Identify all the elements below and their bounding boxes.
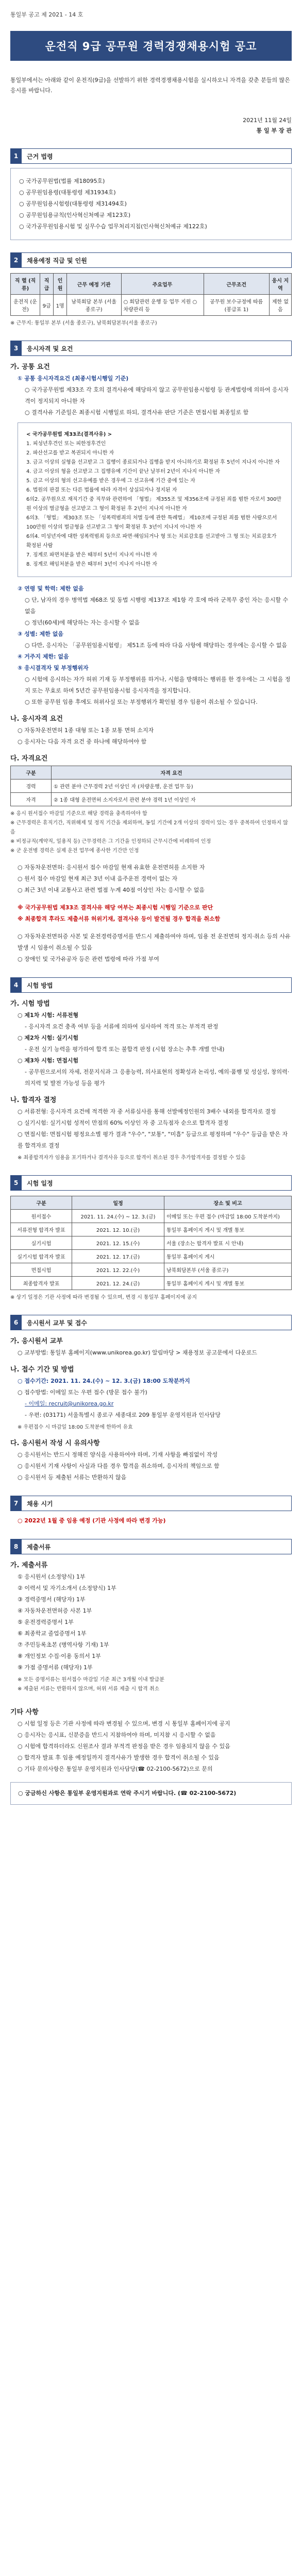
box-line: 1. 피성년후견인 또는 피한정후견인 bbox=[26, 441, 106, 447]
table-cell: 2021. 11. 24.(수) ~ 12. 3.(금) bbox=[72, 1210, 164, 1223]
title-banner bbox=[10, 31, 292, 61]
section-header bbox=[10, 341, 292, 356]
table-cell: 2021. 12. 24.(금) bbox=[72, 1277, 164, 1290]
table-row bbox=[11, 1250, 292, 1263]
section-title: 제출서류 bbox=[22, 1539, 292, 1554]
qual-subheading: ⑤ 응시결격자 및 부정행위자 bbox=[18, 665, 89, 671]
section-recruit bbox=[10, 252, 292, 328]
etc-line: ○ 응시자는 응시표, 신분증을 반드시 지참하여야 하며, 미지참 시 응시할 수 없음 bbox=[18, 1732, 216, 1738]
law-item: ○ 국가공무원임용시험 및 실무수습 업무처리지침(인사혁신처예규 제122호) bbox=[19, 223, 207, 230]
table-row bbox=[11, 1210, 292, 1223]
table-row bbox=[11, 1236, 292, 1250]
section-laws bbox=[10, 148, 292, 240]
table-cell: ○ 회담관련 운행 등 업무 지원 ○ 차량관리 등 bbox=[121, 295, 204, 316]
section-header bbox=[10, 148, 292, 164]
box-line: 6의4. 미성년자에 대한 성폭력범죄 등으로 파면·해임되거나 형 또는 치료감호를 선고받아 그 형 또는 치료감호가 확정된 사람 bbox=[26, 534, 277, 549]
document-item: ⑨ 가점 증명서류 (해당자) 1부 bbox=[18, 1664, 93, 1671]
table-cell: 2021. 12. 10.(금) bbox=[72, 1223, 164, 1236]
table-header-row bbox=[11, 766, 292, 779]
note-line: ※ 응시 원서접수 마감일 기준으로 해당 경력을 충족하여야 함 bbox=[10, 811, 147, 817]
document-item: ⑦ 주민등록초본 (병역사항 기재) 1부 bbox=[18, 1641, 109, 1648]
table-cell: ② 1종 대형 운전면허 소지자로서 관련 분야 경력 1년 이상인 자 bbox=[52, 793, 292, 806]
section-number: 6 bbox=[10, 1315, 22, 1330]
section-title: 응시자격 및 요건 bbox=[22, 341, 292, 356]
box-line: 2. 파산선고를 받고 복권되지 아니한 자 bbox=[26, 450, 114, 456]
table-header: 주요업무 bbox=[121, 274, 204, 295]
table-cell: 이메일 또는 우편 접수 (마감일 18:00 도착분까지) bbox=[164, 1210, 292, 1223]
qual-line: ○ 자동차운전면허증 사본 및 운전경력증명서를 반드시 제출하여야 하며, 임용 전 운전면허 정지·취소 등의 사유 발생 시 임용이 취소될 수 있음 bbox=[18, 933, 291, 951]
recruit-note: ※ 근무지: 통일부 본부 (서울 종로구), 남북회담본부(서울 종로구) bbox=[10, 320, 157, 326]
license-line: ○ 최근 3년 이내 교통사고 관련 벌점 누계 40점 이상인 자는 응시할 수 없음 bbox=[18, 887, 205, 893]
document-item: ⑥ 최종학교 졸업증명서 1부 bbox=[18, 1630, 87, 1637]
section-header bbox=[10, 1315, 292, 1330]
table-cell: 실기시험 합격자 발표 bbox=[11, 1250, 72, 1263]
table-header: 직 렬 (직류) bbox=[11, 274, 40, 295]
exam-line: ○ 제2차 시험: 실기시험 bbox=[18, 1035, 79, 1041]
table-row bbox=[11, 1223, 292, 1236]
subsection-title: 나. 접수 기간 및 방법 bbox=[10, 1366, 74, 1374]
table-cell: 통일부 홈페이지 게시 및 개별 통보 bbox=[164, 1277, 292, 1290]
qual-line: ○ 다만, 응시자는 「공무원임용시험령」 제51조 등에 따라 다음 사항에 해당하는 경우에는 응시할 수 없음 bbox=[25, 642, 287, 649]
section-header bbox=[10, 977, 292, 993]
qual-line: ○ 응시자는 다음 자격 요건 중 하나에 해당하여야 함 bbox=[18, 738, 147, 745]
table-cell: 9급 bbox=[40, 295, 54, 316]
table-header-row bbox=[11, 1196, 292, 1210]
section-number: 8 bbox=[10, 1539, 22, 1554]
table-header: 근무조건 bbox=[204, 274, 269, 295]
document-item: ② 이력서 및 자기소개서 (소정양식) 1부 bbox=[18, 1585, 116, 1591]
table-header: 구분 bbox=[11, 766, 52, 779]
application-line: ○ 응시원서 등 제출된 서류는 반환하지 않음 bbox=[18, 1474, 127, 1481]
section-title: 채용 시기 bbox=[22, 1496, 292, 1511]
application-email-link[interactable]: - 이메일: recruit@unikorea.go.kr bbox=[25, 1400, 114, 1407]
table-header: 자격 요건 bbox=[52, 766, 292, 779]
section-schedule bbox=[10, 1175, 292, 1302]
law-item: ○ 국가공무원법(법률 제18095호) bbox=[19, 178, 105, 184]
table-cell: 1명 bbox=[54, 295, 67, 316]
table-cell: 서울 (장소는 합격자 발표 시 안내) bbox=[164, 1236, 292, 1250]
table-cell: 남북회담 본부 (서울 종로구) bbox=[67, 295, 121, 316]
box-line: 6. 법원의 판결 또는 다른 법률에 따라 자격이 상실되거나 정지된 자 bbox=[26, 487, 177, 493]
box-line: 4. 금고 이상의 형을 선고받고 그 집행유예 기간이 끝난 날부터 2년이 지나지 아니한 자 bbox=[26, 469, 221, 474]
application-note: ※ 우편접수 시 마감일 18:00 도착분에 한하여 유효 bbox=[18, 1425, 133, 1430]
application-line: ○ 접수방법: 이메일 또는 우편 접수 (방문 접수 불가) bbox=[18, 1389, 147, 1396]
law-item: ○ 공무원임용령(대통령령 제31934호) bbox=[19, 189, 116, 196]
warning-line: ※ 국가공무원법 제33조 결격사유 해당 여부는 최종시험 시행일 기준으로 판단 bbox=[18, 904, 213, 911]
box-title: < 국가공무원법 제33조(결격사유) > bbox=[26, 432, 112, 437]
subsection-title: 가. 응시원서 교부 bbox=[10, 1337, 63, 1345]
hire-line: ○ 2022년 1월 중 임용 예정 (기관 사정에 따라 변경 가능) bbox=[18, 1517, 166, 1524]
section-exam bbox=[10, 977, 292, 1163]
notice-page bbox=[10, 0, 292, 1805]
application-line: ○ 응시원서 기재 사항이 사실과 다를 경우 합격을 취소하며, 응시자의 책임으로 함 bbox=[18, 1463, 220, 1469]
recruit-table bbox=[10, 273, 292, 316]
document-note: ※ 제출된 서류는 반환하지 않으며, 허위 서류 제출 시 합격 취소 bbox=[18, 1686, 160, 1692]
box-line: 8. 징계로 해임처분을 받은 때부터 3년이 지나지 아니한 자 bbox=[26, 562, 157, 567]
application-line: - 우편: (03171) 서울특별시 종로구 세종대로 209 통일부 운영지원과 인사담당 bbox=[25, 1412, 221, 1418]
subsection-title: 다. 자격요건 bbox=[10, 755, 48, 762]
box-line: 6의2. 공무원으로 재직기간 중 직무와 관련하여 「형법」 제355조 및 제356조에 규정된 죄를 범한 자로서 300만원 이상의 벌금형을 선고받고 그 형이 확정된 후 2년이 지나지 아니한 자 bbox=[26, 497, 282, 512]
etc-line: ○ 시험에 합격하더라도 신원조사 결과 부적격 판정을 받은 경우 임용되지 않을 수 있음 bbox=[18, 1743, 230, 1750]
note-line: ※ 비정규직(계약직, 일용직 등) 근무경력은 그 기간을 인정하되 근무시간에 비례하여 인정 bbox=[10, 839, 211, 844]
schedule-note: ※ 상기 일정은 기관 사정에 따라 변경될 수 있으며, 변경 시 통일부 홈페이지에 공지 bbox=[10, 1295, 197, 1300]
table-cell: 경력 bbox=[11, 779, 52, 793]
exam-note: ※ 최종합격자가 임용을 포기하거나 결격사유 등으로 합격이 취소된 경우 추가합격자를 결정할 수 있음 bbox=[18, 1155, 246, 1161]
section-number: 1 bbox=[10, 148, 22, 164]
section-title: 근거 법령 bbox=[22, 148, 292, 164]
section-application bbox=[10, 1315, 292, 1483]
section-number: 5 bbox=[10, 1175, 22, 1191]
section-header bbox=[10, 252, 292, 268]
table-row bbox=[11, 1263, 292, 1277]
subsection-title: 기타 사항 bbox=[10, 1708, 39, 1716]
note-line: ※ 군 운전병 경력은 실제 운전 업무에 종사한 기간만 인정 bbox=[10, 848, 139, 854]
document-item: ③ 경력증명서 (해당자) 1부 bbox=[18, 1596, 86, 1603]
section-hire bbox=[10, 1496, 292, 1527]
box-line: 7. 징계로 파면처분을 받은 때부터 5년이 지나지 아니한 자 bbox=[26, 552, 157, 558]
table-cell: 제한 없음 bbox=[269, 295, 291, 316]
application-line: ○ 접수기간: 2021. 11. 24.(수) ~ 12. 3.(금) 18:00 도착분까지 bbox=[18, 1378, 190, 1384]
section-header bbox=[10, 1539, 292, 1554]
qual-line: ○ 시험에 응시하는 자가 허위 기재 등 부정행위를 하거나, 시험을 방해하는 행위를 한 경우에는 그 시험을 정지 또는 무효로 하며 5년간 공무원임용시험 응시자격을 정지합니다. bbox=[25, 676, 291, 694]
section-number: 4 bbox=[10, 977, 22, 993]
notice-number: 통일부 공고 제 2021 - 14 호 bbox=[10, 11, 83, 18]
contact-line: ○ 궁금하신 사항은 통일부 운영지원과로 연락 주시기 바랍니다. (☎ 02-2100-5672) bbox=[18, 1790, 237, 1797]
subsection-title: 가. 공통 요건 bbox=[10, 363, 50, 371]
table-cell: 원서접수 bbox=[11, 1210, 72, 1223]
license-line: ○ 자동차운전면허: 응시원서 접수 마감일 현재 유효한 운전면허를 소지한 자 bbox=[18, 864, 205, 871]
disqualification-box bbox=[18, 422, 292, 577]
section-number: 2 bbox=[10, 252, 22, 268]
box-line: 6의3. 「형법」 제303조 또는 「성폭력범죄의 처벌 등에 관한 특례법」 제10조에 규정된 죄를 범한 사람으로서 100만원 이상의 벌금형을 선고받고 그 형이 확정된 후 3년이 지나지 아니한 자 bbox=[26, 515, 277, 530]
qual-subheading: ② 연령 및 학력: 제한 없음 bbox=[18, 585, 84, 592]
table-cell: 2021. 12. 17.(금) bbox=[72, 1250, 164, 1263]
table-cell: ① 관련 분야 근무경력 2년 이상인 자 (차량운행, 운전 업무 등) bbox=[52, 779, 292, 793]
qual-line: ○ 또한 공무원 임용 후에도 허위사실 또는 부정행위가 확인될 경우 임용이 취소될 수 있습니다. bbox=[25, 699, 258, 705]
table-row bbox=[11, 295, 292, 316]
document-item: ① 응시원서 (소정양식) 1부 bbox=[18, 1573, 86, 1580]
exam-line: - 응시자격 요건 충족 여부 등을 서류에 의하여 심사하여 적격 또는 부적격 판정 bbox=[25, 1023, 219, 1030]
qual-line: ○ 장애인 및 국가유공자 등은 관련 법령에 따라 가점 부여 bbox=[18, 956, 159, 962]
qual-subheading: ① 공통 응시자격요건 (최종시험시행일 기준) bbox=[18, 375, 129, 382]
agency-name: 통 일 부 장 관 bbox=[256, 127, 292, 134]
intro-text: 통일부에서는 아래와 같이 운전직(9급)을 선발하기 위한 경력경쟁채용시험을 실시하오니 자격을 갖춘 분들의 많은 응시를 바랍니다. bbox=[10, 77, 290, 94]
subsection-title: 나. 합격자 결정 bbox=[10, 1096, 57, 1104]
table-cell: 자격 bbox=[11, 793, 52, 806]
table-header: 인원 bbox=[54, 274, 67, 295]
exam-line: ○ 제1차 시험: 서류전형 bbox=[18, 1012, 79, 1019]
section-number: 7 bbox=[10, 1496, 22, 1511]
etc-line: ○ 시험 일정 등은 기관 사정에 따라 변경될 수 있으며, 변경 시 통일부 홈페이지에 공지 bbox=[18, 1720, 230, 1727]
document-item: ⑤ 운전경력증명서 1부 bbox=[18, 1619, 74, 1625]
qualification-table bbox=[10, 766, 292, 806]
table-cell: 공무원 보수규정에 따름 (봉급표 1) bbox=[204, 295, 269, 316]
section-title: 시험 일정 bbox=[22, 1175, 292, 1191]
section-header bbox=[10, 1175, 292, 1191]
box-line: 3. 금고 이상의 실형을 선고받고 그 집행이 종료되거나 집행을 받지 아니하기로 확정된 후 5년이 지나지 아니한 자 bbox=[26, 460, 280, 465]
subsection-title: 나. 응시자격 요건 bbox=[10, 715, 63, 723]
section-header bbox=[10, 1496, 292, 1511]
table-cell: 운전직 (운전) bbox=[11, 295, 40, 316]
law-item: ○ 공무원임용시험령(대통령령 제31494호) bbox=[19, 200, 127, 207]
section-number: 3 bbox=[10, 341, 22, 356]
exam-line: - 운전 실기 능력을 평가하여 합격 또는 불합격 판정 (시험 장소는 추후 개별 안내) bbox=[25, 1046, 225, 1053]
contact-box bbox=[10, 1782, 292, 1805]
table-cell: 실기시험 bbox=[11, 1236, 72, 1250]
table-row bbox=[11, 793, 292, 806]
page-title: 운전직 9급 공무원 경력경쟁채용시험 공고 bbox=[45, 40, 257, 53]
subsection-title: 가. 시험 방법 bbox=[10, 1000, 50, 1008]
table-header: 응시 지역 bbox=[269, 274, 291, 295]
table-header: 일정 bbox=[72, 1196, 164, 1210]
section-title: 응시원서 교부 및 접수 bbox=[22, 1315, 292, 1330]
law-item: ○ 공무원임용규칙(인사혁신처예규 제123호) bbox=[19, 212, 131, 218]
subsection-title: 가. 제출서류 bbox=[10, 1562, 48, 1569]
section-documents bbox=[10, 1539, 292, 1694]
document-item: ④ 자동차운전면허증 사본 1부 bbox=[18, 1607, 92, 1614]
exam-line: ○ 실기시험: 실기시험 성적이 만점의 60% 이상인 자 중 고득점자 순으로 합격자 결정 bbox=[18, 1120, 229, 1126]
etc-line: ○ 기타 문의사항은 통일부 운영지원과 인사담당(☎ 02-2100-5672)으로 문의 bbox=[18, 1766, 213, 1772]
table-cell: 2021. 12. 22.(수) bbox=[72, 1263, 164, 1277]
qualification-notes bbox=[10, 809, 292, 856]
table-cell: 통일부 홈페이지 게시 및 개별 통보 bbox=[164, 1223, 292, 1236]
box-line: 5. 금고 이상의 형의 선고유예를 받은 경우에 그 선고유예 기간 중에 있는 자 bbox=[26, 478, 195, 484]
exam-line: ○ 면접시험: 면접시험 평정요소별 평가 결과 "우수", "보통", "미흡" 등급으로 평정하며 "우수" 등급을 받은 자를 합격자로 결정 bbox=[18, 1131, 288, 1149]
section-title: 시험 방법 bbox=[22, 977, 292, 993]
qual-subheading: ③ 성별: 제한 없음 bbox=[18, 631, 63, 637]
section-qualification bbox=[10, 341, 292, 965]
laws-box bbox=[10, 168, 292, 240]
table-cell: 통일부 홈페이지 게시 bbox=[164, 1250, 292, 1263]
table-header: 구분 bbox=[11, 1196, 72, 1210]
note-line: ※ 근무경력은 휴직기간, 직위해제 및 정직 기간을 제외하며, 동일 기간에 2개 이상의 경력이 있는 경우 중복하여 인정하지 않음 bbox=[10, 820, 288, 835]
table-cell: 최종합격자 발표 bbox=[11, 1277, 72, 1290]
schedule-table bbox=[10, 1196, 292, 1290]
application-line: ○ 응시원서는 반드시 정해진 양식을 사용하여야 하며, 기재 사항을 빠짐없이 작성 bbox=[18, 1451, 218, 1458]
document-item: ⑧ 개인정보 수집·이용 동의서 1부 bbox=[18, 1653, 101, 1659]
qual-subheading: ④ 거주지 제한: 없음 bbox=[18, 653, 69, 660]
table-row bbox=[11, 1277, 292, 1290]
section-etc bbox=[10, 1706, 292, 1805]
notice-date: 2021년 11월 24일 bbox=[243, 117, 292, 124]
table-cell: 서류전형 합격자 발표 bbox=[11, 1223, 72, 1236]
exam-line: - 공무원으로서의 자세, 전문지식과 그 응용능력, 의사표현의 정확성과 논리성, 예의·품행 및 성실성, 창의력·의지력 및 발전 가능성 등을 평가 bbox=[25, 1069, 290, 1087]
table-header: 근무 예정 기관 bbox=[67, 274, 121, 295]
document-note: ※ 모든 증명서류는 원서접수 마감일 기준 최근 3개월 이내 발급분 bbox=[18, 1677, 164, 1683]
qual-line: ○ 자동차운전면허 1종 대형 또는 1종 보통 면허 소지자 bbox=[18, 727, 154, 734]
warning-line: ※ 최종합격 후라도 제출서류 허위기재, 결격사유 등이 발견될 경우 합격을 취소함 bbox=[18, 916, 221, 922]
table-cell: 면접시험 bbox=[11, 1263, 72, 1277]
subsection-title: 다. 응시원서 작성 시 유의사항 bbox=[10, 1439, 100, 1447]
table-row bbox=[11, 779, 292, 793]
table-header: 장소 및 비고 bbox=[164, 1196, 292, 1210]
section-title: 채용예정 직급 및 인원 bbox=[22, 252, 292, 268]
qual-line: ○ 결격사유 기준일은 최종시험 시행일로 하되, 결격사유 판단 기준은 면접시험 최종일로 함 bbox=[25, 409, 249, 416]
etc-line: ○ 합격자 발표 후 임용 예정일까지 결격사유가 발생한 경우 합격이 취소될 수 있음 bbox=[18, 1754, 220, 1761]
table-header-row bbox=[11, 274, 292, 295]
qual-line: ○ 단, 남자의 경우 병역법 제68조 및 동법 시행령 제137조 제1항 각 호에 따라 군복무 중인 자는 응시할 수 없음 bbox=[25, 597, 289, 615]
qual-line: ○ 국가공무원법 제33조 각 호의 결격사유에 해당하지 않고 공무원임용시험령 등 관계법령에 의하여 응시자격이 정지되지 아니한 자 bbox=[25, 386, 289, 404]
table-cell: 남북회담본부 (서울 종로구) bbox=[164, 1263, 292, 1277]
exam-line: ○ 서류전형: 응시자격 요건에 적격한 자 중 서류심사를 통해 선발예정인원의 3배수 내외를 합격자로 결정 bbox=[18, 1108, 276, 1115]
application-line: ○ 교부방법: 통일부 홈페이지(www.unikorea.go.kr) 알림마당 > 채용정보 공고문에서 다운로드 bbox=[18, 1349, 257, 1356]
license-line: ○ 원서 접수 마감일 현재 최근 3년 이내 음주운전 경력이 없는 자 bbox=[18, 875, 178, 882]
qual-line: ○ 정년(60세)에 해당하는 자는 응시할 수 없음 bbox=[25, 619, 140, 626]
table-cell: 2021. 12. 15.(수) bbox=[72, 1236, 164, 1250]
table-header: 직급 bbox=[40, 274, 54, 295]
exam-line: ○ 제3차 시험: 면접시험 bbox=[18, 1057, 79, 1064]
date-agency-block bbox=[10, 115, 292, 136]
